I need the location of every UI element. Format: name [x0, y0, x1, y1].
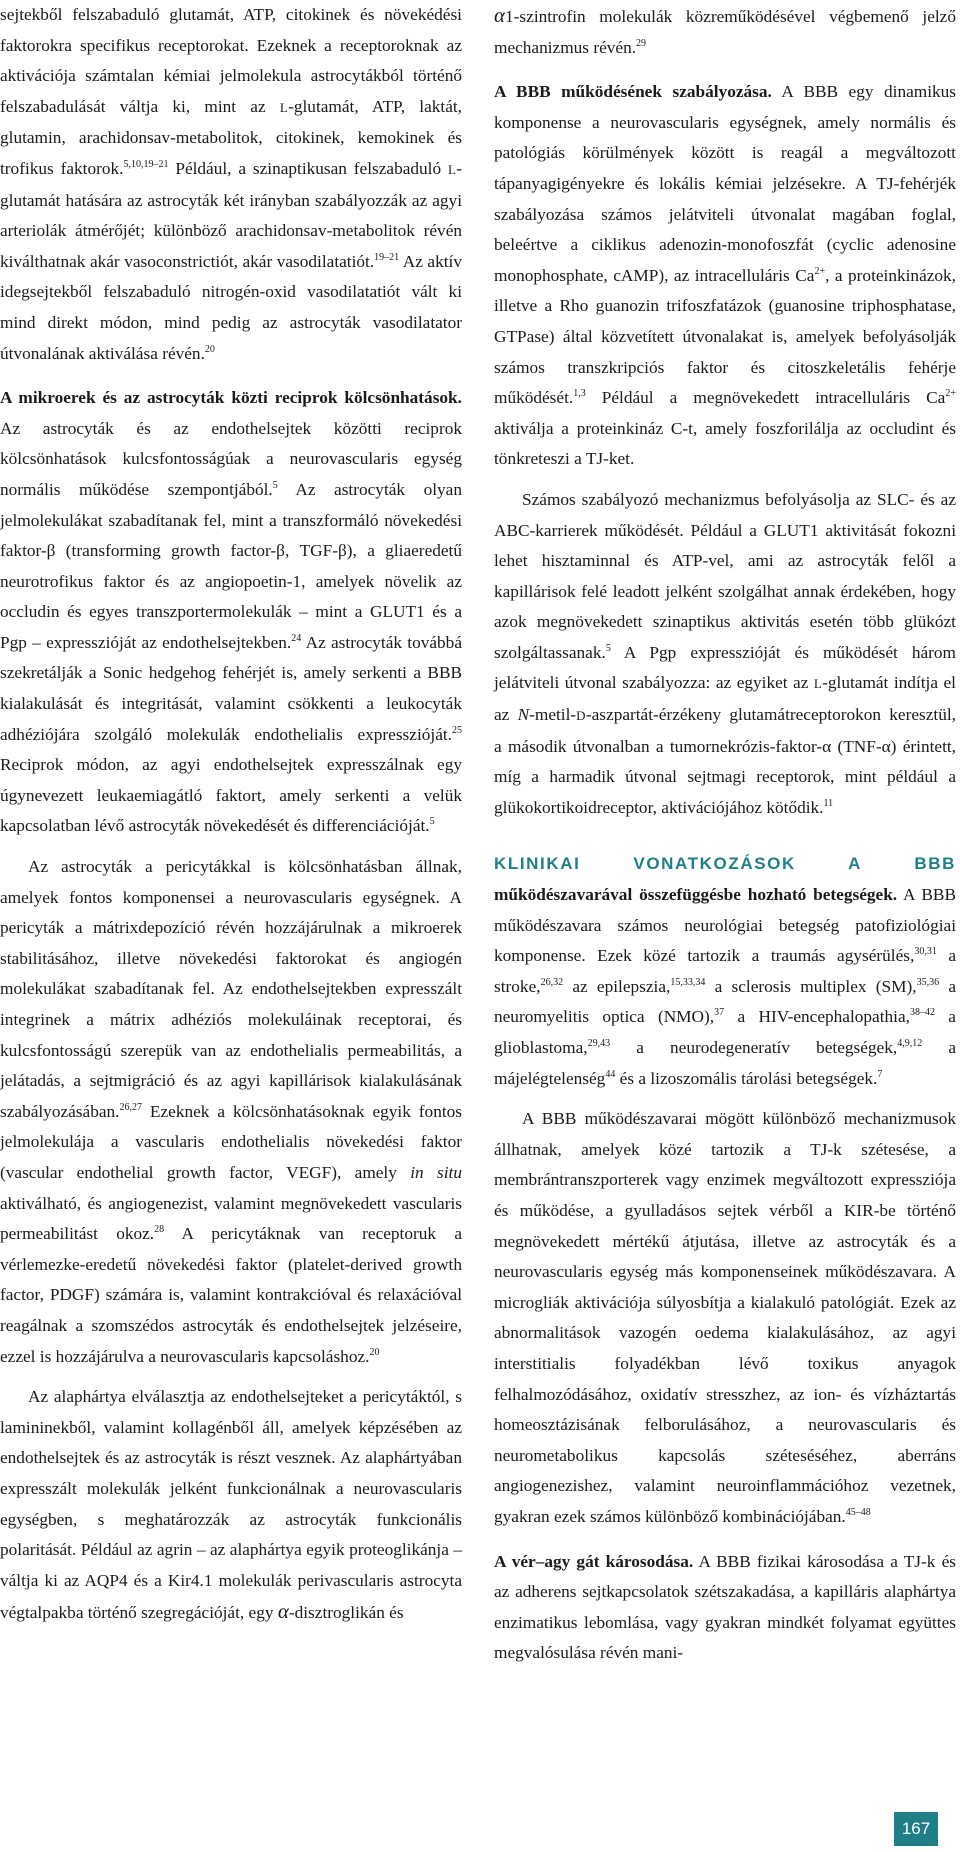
- text-run: a HIV-encephalopathia,: [724, 1007, 910, 1027]
- text-run: A pericytáknak van receptoruk a vérlemezke-eredetű növekedési faktor (platelet-derived growth factor, PDGF) számára is, valamint kontrakcióval és relaxációval reagálnak a szomszédos astrocyták és endothelsejtek jelzéseire, ezzel is hozzájárulva a neurovascularis kapcsoláshoz.: [0, 1224, 463, 1366]
- run-in-heading: A mikroerek és az astrocyták közti reciprok kölcsönhatások.: [0, 388, 462, 408]
- text-run: az epilepszia,: [563, 976, 671, 996]
- text-run: a glioblastoma,: [494, 1007, 956, 1057]
- reference: 38–42: [909, 1007, 935, 1019]
- italic-term: in situ: [410, 1162, 462, 1182]
- right-paragraph-3: [494, 485, 956, 824]
- text-run: -glutamát, ATP, laktát, glutamin, arachidonsav-metabolitok, citokinek, kemokinek és trofikus faktorok.: [0, 96, 462, 178]
- reference: 30,31: [914, 946, 937, 958]
- greek-alpha: α: [494, 3, 506, 27]
- superscript: 2+: [945, 388, 956, 400]
- reference: 11: [823, 797, 834, 809]
- italic-term: N: [517, 705, 530, 725]
- text-run: A BBB működészavarai mögött különböző mechanizmusok állhatnak, amelyek közé tartozik a TJ-k szétesése, a membrántranszporterek vagy enzimek megváltozott expressziója és működése, a gyulladásos sejtek vérből a KIR-be történő megnövekedett mértékű átjutása, illetve az astrocyták és a neurovascularis egység más komponenseinek működészavara. A microgliák aktivációja súlyosbítja a kialakuló patológiát. Ezek az abnormalitások vazogén oedema kialakulásához, az agyi interstitialis folyadékban lévő toxikus anyagok felhalmozódásához, oxidatív stresszhez, az ion- és vízháztartás homeosztázisának felborulásához, a neurovascularis és neurometabolikus kapcsolás széteséséhez, aberráns angiogenezishez, valamint neuroinflammációhoz vezetnek, gyakran ezek számos különböző kombinációjában.: [494, 1109, 956, 1526]
- text-run: aktiválja a proteinkináz C-t, amely foszforilálja az occludint és tönkreteszi a TJ-ket.: [494, 418, 956, 469]
- left-paragraph-2: [0, 383, 462, 842]
- text-run: Reciprok módon, az agyi endothelsejtek expresszálnak egy úgynevezett leukaemiagátló faktort, amely serkenti a velük kapcsolatban lévő astrocyták növekedését és differenciációját.: [0, 755, 462, 836]
- reference: 28: [154, 1224, 165, 1236]
- reference: 1,3: [573, 388, 586, 400]
- right-paragraph-4: [494, 849, 956, 1094]
- page-number: 167: [894, 1812, 938, 1846]
- text-run: Az alaphártya elválasztja az endothelsejteket a pericytáktól, s lamininekből, valamint kollagénből áll, amelyek képzésében az endothelsejtek és az astrocyták is részt vesznek. Az alaphártyában expresszált molekulák jelként funkcionálnak a neurovascularis egységben, s meghatározzák az astrocyták funkcionális polaritását. Például az agrin – az alaphártya egyik proteoglikánja – váltja ki az AQP4 és a Kir4.1 molekulák perivascularis astrocyta végtalpakba történő szegregációját, egy: [0, 1387, 462, 1623]
- reference: 35,36: [916, 976, 940, 988]
- text-run: -metil-: [529, 705, 577, 725]
- text-run: A BBB fizikai károsodása a TJ-k és az adherens sejtkapcsolatok szétszakadása, a kapilláris alaphártya enzimatikus lebomlása, vagy gyakran mindkét folyamat együttes megvalósulása révén mani-: [494, 1551, 956, 1663]
- run-in-heading: A vér–agy gát károsodása.: [494, 1551, 694, 1571]
- reference: 29,43: [587, 1038, 611, 1049]
- section-heading: KLINIKAI VONATKOZÁSOK A BBB: [494, 854, 956, 874]
- text-run: a sclerosis multiplex (SM),: [705, 976, 917, 996]
- text-run: A Pgp expresszióját és működését három jelátviteli útvonal szabályozza: az egyiket az: [494, 642, 956, 693]
- text-run: -disztroglikán és: [288, 1603, 404, 1623]
- small-caps-l: L: [813, 676, 823, 692]
- reference: 20: [369, 1346, 380, 1358]
- text-run: és a lizoszomális tárolási betegségek.: [615, 1068, 878, 1088]
- text-run: a stroke,: [494, 946, 956, 996]
- text-run: -glutamát hatására az astrocyták két irányban szabályozzák az agyi arteriolák átmérőjét; különböző arachidonsav-metabolitok révén kiválthatnak akár vasoconstrictiót, akár vasodilatatiót.: [0, 158, 462, 271]
- right-paragraph-5: [494, 1104, 956, 1532]
- text-run: Számos szabályozó mechanizmus befolyásolja az SLC- és az ABC-karrierek működését. Például a GLUT1 aktivitását fokozni lehet hisztaminnal és ATP-vel, ami az astrocyták felől a kapillárisok felé leadott jelként szolgálhat annak érdekében, hogy azok megnövekedett szinaptikus aktivitás esetén több glükózt szolgáltassanak.: [494, 489, 956, 662]
- reference: 26,27: [119, 1101, 142, 1113]
- text-run: sejtekből felszabaduló glutamát, ATP, citokinek és növekédési faktorokra specifikus receptorokat. Ezeknek a receptoroknak az aktivációja számtalan kémiai jelmolekula astrocytákból történő felszabadulását váltja ki, mint az: [0, 5, 462, 116]
- section-heading-continuation: működészavarával összefüggésbe hozható betegségek.: [494, 885, 898, 905]
- text-run: Ezeknek a kölcsönhatásoknak egyik fontos jelmolekulája a vascularis endothelialis növekedési faktor (vascular endothelial growth factor, VEGF), amely: [0, 1101, 462, 1182]
- reference: 24: [291, 632, 302, 644]
- reference: 15,33,34: [670, 976, 706, 988]
- text-run: a májelégtelenség: [494, 1038, 956, 1088]
- reference: 5: [272, 479, 278, 491]
- reference: 7: [877, 1068, 883, 1080]
- text-run: Az astrocyták olyan jelmolekulákat szabadítanak fel, mint a transzformáló növekedési faktor-β (transforming growth factor-β, TGF-β), a gliaeredetű neurotrofikus faktor és az angiopoetin-1, amelyek növelik az occludin és egyes transzportermolekulák – mint a GLUT1 és a Pgp – expresszióját az endothelsejtekben.: [0, 479, 462, 652]
- reference: 4,9,12: [897, 1038, 923, 1049]
- small-caps-l: L: [447, 161, 457, 177]
- run-in-heading: A BBB működésének szabályozása.: [494, 82, 772, 102]
- right-paragraph-6: [494, 1547, 956, 1669]
- left-paragraph-3: [0, 852, 462, 1372]
- text-run: -aszpartát-érzékeny glutamátreceptorokon keresztül, a második útvonalban a tumornekrózis-faktor-α (TNF-α) érintett, míg a harmadik útvonal sejtmagi receptorok, mint például a glükokortikoidreceptor, aktivációjához kötődik.: [494, 705, 956, 817]
- text-run: Például a megnövekedett intracelluláris Ca: [585, 388, 946, 408]
- small-caps-l: L: [279, 99, 289, 115]
- left-column: [0, 0, 462, 1629]
- text-run: Például, a szinaptikusan felszabaduló: [168, 158, 448, 178]
- text-run: Az astrocyták továbbá szekretálják a Sonic hedgehog fehérjét is, amely serkenti a BBB kialakulását és integritását, valamint csökkenti a leukocyták adhéziójára szolgáló molekulák endothelialis expresszióját.: [0, 632, 462, 744]
- reference: 5,10,19–21: [123, 158, 169, 170]
- reference: 19–21: [374, 251, 400, 263]
- text-run: -glutamát indítja el az: [494, 673, 956, 725]
- reference: 29: [636, 37, 647, 49]
- reference: 45–48: [845, 1506, 871, 1518]
- text-run: aktiválható, és angiogenezist, valamint megnövekedett vascularis permeabilitást okoz.: [0, 1193, 462, 1244]
- text-run: a neurodegeneratív betegségek,: [610, 1038, 898, 1057]
- right-paragraph-1: [494, 0, 956, 63]
- reference: 26,32: [540, 976, 564, 988]
- reference: 20: [204, 343, 215, 355]
- reference: 5: [605, 642, 611, 654]
- text-run: , a proteinkinázok, illetve a Rho guanozin trifoszfatázok (guanosine triphosphatase, GTPase) által közvetített útvonalakat is, amelyek befolyásolják számos transzkripciós faktor és citoszkeletális fehérje működését.: [494, 265, 957, 408]
- text-run: 1-szintrofin molekulák közreműködésével végbemenő jelző mechanizmus révén.: [494, 7, 956, 57]
- reference: 37: [714, 1007, 725, 1019]
- left-paragraph-4: [0, 1382, 462, 1629]
- text-run: Az astrocyták a pericytákkal is kölcsönhatásban állnak, amelyek fontos komponensei a neurovascularis egységnek. A pericyták a mátrixdepozíció révén hozzájárulnak a mikroerek stabilitásához, illetve növekedési faktorokat és angiogén molekulákat szabadítanak fel. Az endothelsejtekben expresszált integrinek a mátrix adhéziós molekuláinak receptorai, és kulcsfontosságú szerepük van az endothelialis permeabilitás, a jelátadás, a sejtmigráció és az agyi kapillárisok kialakulásának szabályozásában.: [0, 857, 462, 1121]
- superscript: 2+: [814, 265, 826, 277]
- text-run: Az astrocyták és az endothelsejtek közötti reciprok kölcsönhatások kulcsfontosságúak a neurovascularis egység normális működése szempontjából.: [0, 418, 462, 499]
- reference: 44: [605, 1068, 616, 1080]
- text-run: Az aktív idegsejtekből felszabaduló nitrogén-oxid vasodilatatiót vált ki mind direkt módon, mind pedig az astrocyták vasodilatator útvonalának aktiválása révén.: [0, 251, 462, 363]
- text-run: a neuromyelitis optica (NMO),: [494, 976, 956, 1027]
- small-caps-d: D: [576, 708, 586, 724]
- left-paragraph-1: [0, 0, 462, 369]
- right-paragraph-2: [494, 77, 956, 475]
- right-column: [494, 0, 956, 1669]
- greek-alpha: α: [277, 1599, 289, 1624]
- reference: 5: [429, 816, 435, 828]
- text-run: A BBB működészavara számos neurológiai betegség patofiziológiai komponense. Ezek közé tartozik a traumás agysérülés,: [494, 885, 956, 966]
- reference: 25: [452, 724, 462, 736]
- text-run: A BBB egy dinamikus komponense a neurovascularis egységnek, amely normális és patológiás körülmények között is reagál a megváltozott tápanyagigényekre és lokális kémiai jelzésekre. A TJ-fehérjék szabályozása számos jelátviteli útvonalat magában foglal, beleértve a ciklikus adenozin-monofoszfát (cyclic adenosine monophosphate, cAMP), az intracelluláris Ca: [494, 82, 956, 285]
